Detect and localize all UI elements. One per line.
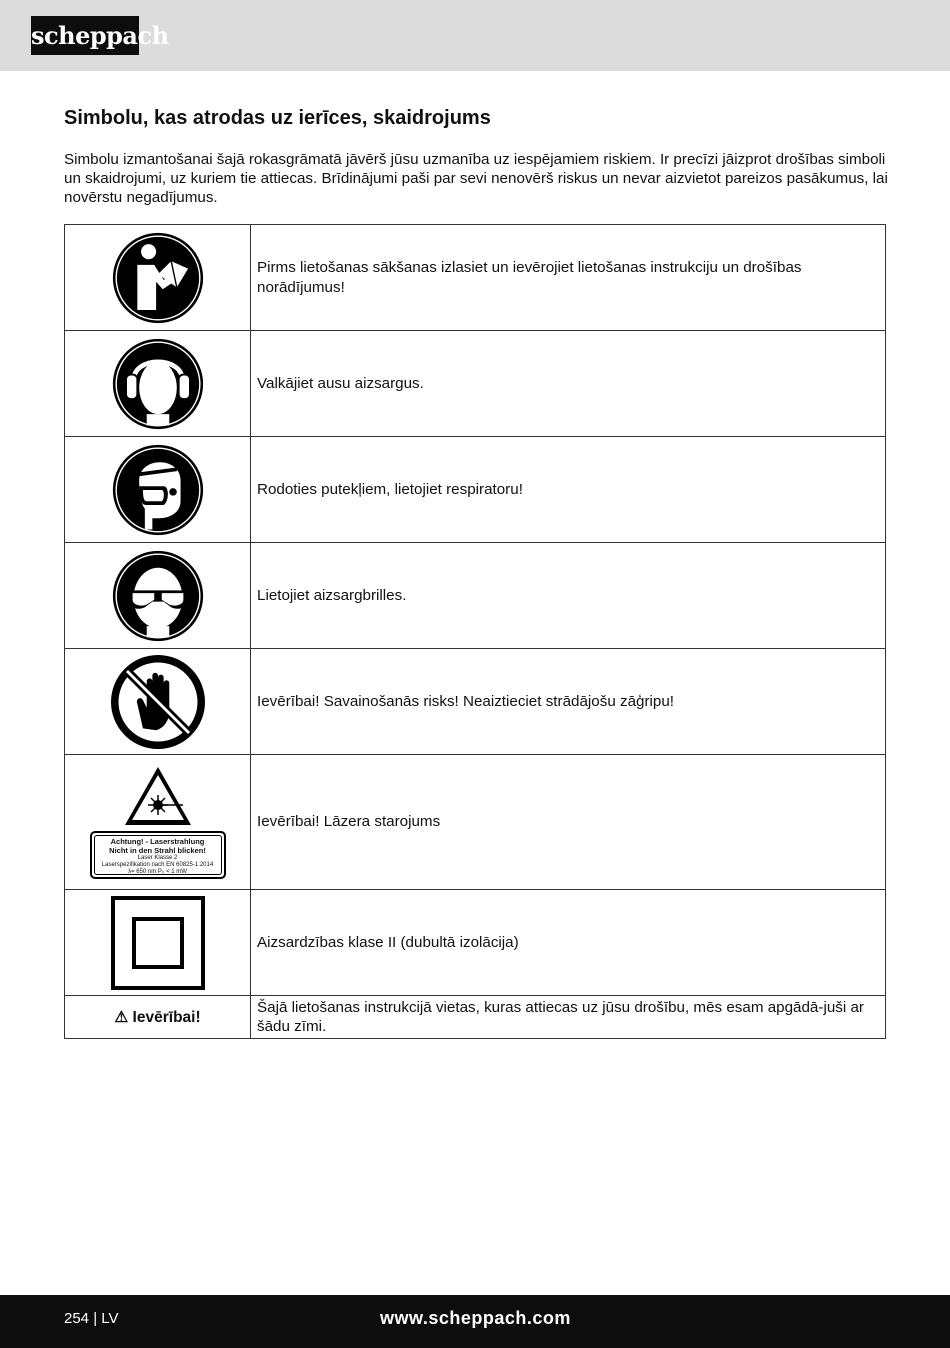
symbols-table bbox=[64, 224, 886, 1039]
read-manual-icon bbox=[111, 231, 205, 325]
table-row bbox=[65, 890, 886, 996]
page-header bbox=[0, 0, 950, 71]
row-description: Pirms lietošanas sākšanas izlasiet un ievērojiet lietošanas instrukciju un drošības norādījumus! bbox=[251, 225, 886, 331]
row-description: Aizsardzības klase II (dubultā izolācija) bbox=[251, 890, 886, 996]
row-description: Šajā lietošanas instrukcijā vietas, kuras attiecas uz jūsu drošību, mēs esam apgādā-juši ar šādu zīmi. bbox=[251, 996, 886, 1039]
page-footer bbox=[0, 1295, 950, 1348]
safety-goggles-icon bbox=[111, 549, 205, 643]
table-row bbox=[65, 755, 886, 890]
table-row bbox=[65, 437, 886, 543]
intro-paragraph: Simbolu izmantošanai šajā rokasgrāmatā jāvērš jūsu uzmanība uz iespējamiem riskiem. Ir precīzi jāizprot drošības simboli un skaidrojumi, uz kuriem tie attiecas. Brīdinājumi paši par sevi nenovērš riskus un nevar aizvietot pareizos pasākumus, lai novērstu negadījumus. bbox=[64, 151, 888, 206]
laser-warning-plate: Achtung! - Laserstrahlung Nicht in den Strahl blicken! Laser Klasse 2 Laserspezifikation nach EN 60825-1:2014 λ= 650 nm P₀ < 1 mW bbox=[90, 831, 226, 879]
class-ii-insulation-icon bbox=[111, 896, 205, 990]
table-row bbox=[65, 331, 886, 437]
page-number: 254 | LV bbox=[64, 1310, 119, 1327]
row-description: Lietojiet aizsargbrilles. bbox=[251, 543, 886, 649]
table-row bbox=[65, 649, 886, 755]
row-description: Ievērībai! Lāzera starojums bbox=[251, 755, 886, 890]
no-hand-icon bbox=[111, 655, 205, 749]
table-row bbox=[65, 996, 886, 1039]
warning-label: ⚠ Ievērībai! bbox=[65, 996, 251, 1039]
laser-warning-icon bbox=[65, 765, 250, 879]
section-title: Simbolu, kas atrodas uz ierīces, skaidrojums bbox=[64, 107, 491, 129]
scheppach-logo: scheppach bbox=[31, 16, 139, 55]
ear-protection-icon bbox=[111, 337, 205, 431]
website-url: www.scheppach.com bbox=[380, 1308, 571, 1328]
table-row bbox=[65, 225, 886, 331]
laser-triangle-icon bbox=[123, 765, 193, 827]
row-description: Rodoties putekļiem, lietojiet respiratoru! bbox=[251, 437, 886, 543]
respirator-icon bbox=[111, 443, 205, 537]
row-description: Valkājiet ausu aizsargus. bbox=[251, 331, 886, 437]
row-description: Ievērībai! Savainošanās risks! Neaiztieciet strādājošu zāģripu! bbox=[251, 649, 886, 755]
table-row bbox=[65, 543, 886, 649]
